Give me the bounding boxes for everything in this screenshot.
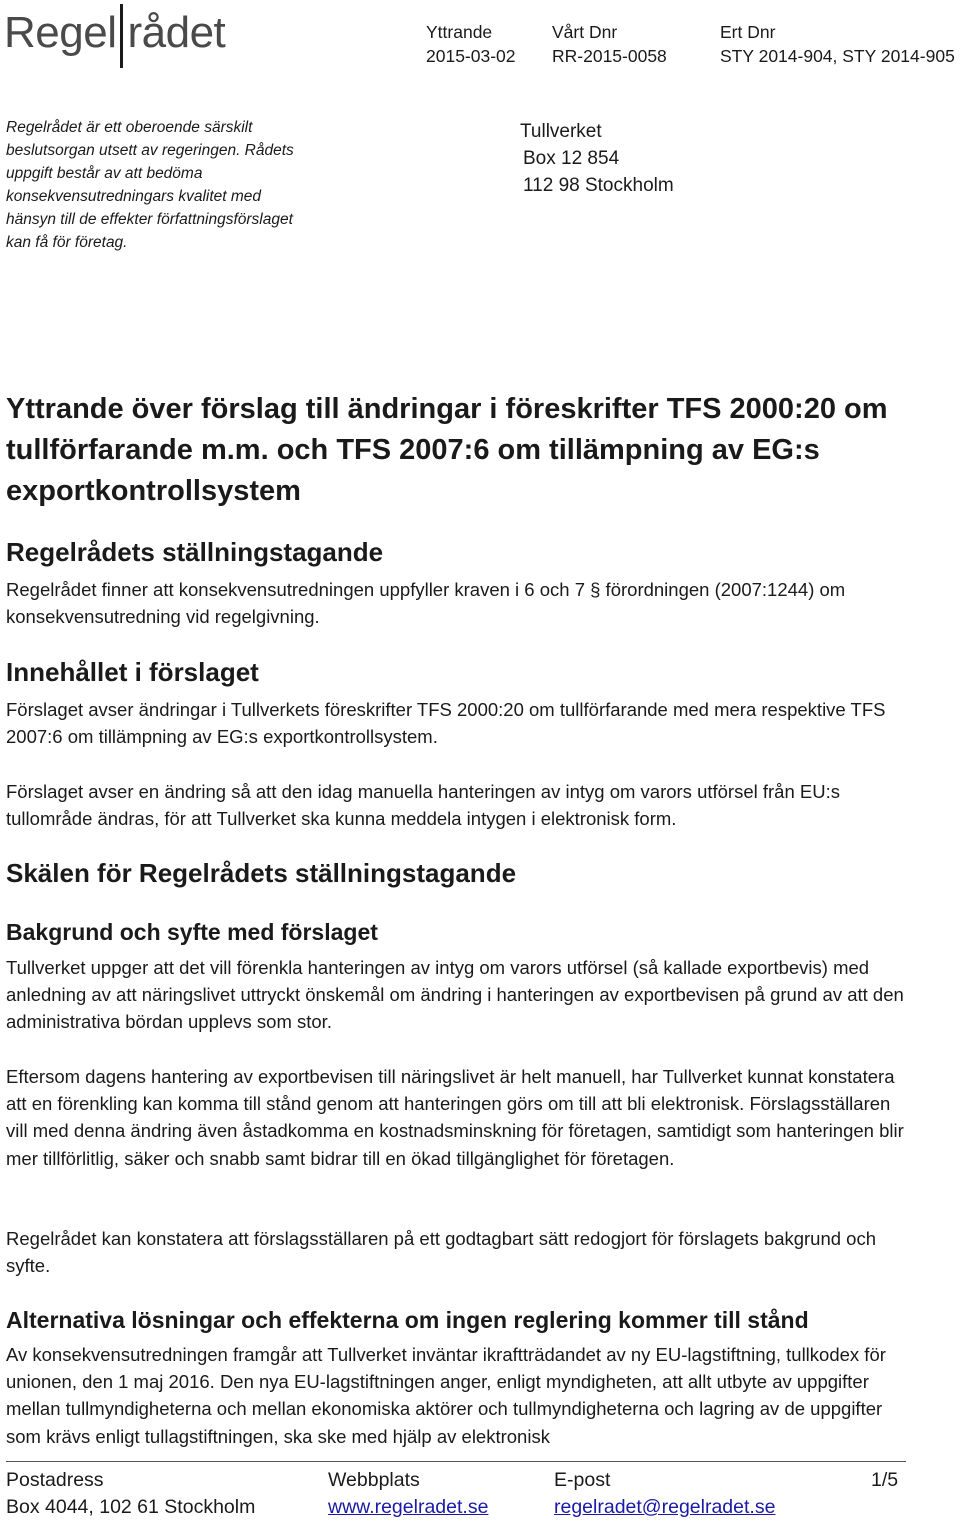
- heading-innehallet: Innehållet i förslaget: [6, 657, 259, 687]
- meta-ert-dnr: [720, 20, 955, 68]
- document-title: Yttrande över förslag till ändringar i föreskrifter TFS 2000:20 om tullförfarande m.m. och TFS 2007:6 om tillämpning av EG:s exportkontrollsystem: [6, 393, 888, 507]
- heading-skalen: Skälen för Regelrådets ställningstagande: [6, 858, 517, 888]
- heading-bakgrund: Bakgrund och syfte med förslaget: [6, 919, 378, 945]
- recipient-address: [520, 118, 674, 199]
- footer-postadress-value: Box 4044, 102 61 Stockholm: [6, 1496, 256, 1518]
- footer-postadress-label: Postadress: [6, 1469, 104, 1491]
- meta-yttrande-date: 2015-03-02: [426, 46, 516, 66]
- footer-epost: [554, 1467, 775, 1521]
- logo-separator: [120, 4, 123, 68]
- recipient-box: Box 12 854: [523, 148, 620, 169]
- footer-email-label: E-post: [554, 1469, 611, 1491]
- logo-text-left: Regel: [4, 8, 117, 57]
- paragraph-innehallet-1: Förslaget avser ändringar i Tullverkets föreskrifter TFS 2000:20 om tullförfarande med mera respektive TFS 2007:6 om tillämpning av EG:s exportkontrollsystem.: [6, 699, 886, 748]
- footer-divider: [6, 1461, 906, 1462]
- footer-postadress: [6, 1467, 255, 1521]
- meta-yttrande: [426, 20, 516, 68]
- footer-web-label: Webbplats: [328, 1469, 420, 1491]
- logo-text-right: rådet: [127, 8, 226, 57]
- meta-yttrande-label: Yttrande: [426, 22, 493, 42]
- regelradet-logo: [4, 4, 225, 68]
- page-number: 1/5: [871, 1469, 899, 1491]
- recipient-name: Tullverket: [520, 121, 602, 142]
- meta-vart-dnr: [552, 20, 667, 68]
- footer-webbplats: [328, 1467, 488, 1521]
- meta-ert-dnr-value: STY 2014-904, STY 2014-905: [720, 46, 955, 66]
- heading-stallningstagande: Regelrådets ställningstagande: [6, 537, 384, 567]
- footer-web-link[interactable]: www.regelradet.se: [328, 1496, 489, 1518]
- intro-text: Regelrådet är ett oberoende särskilt beslutsorgan utsett av regeringen. Rådets uppgift består av att bedöma konsekvensutredningars kvalitet med hänsyn till de effekter författningsförslaget kan få för företag.: [6, 119, 294, 251]
- heading-alternativa: Alternativa lösningar och effekterna om ingen reglering kommer till stånd: [6, 1307, 809, 1333]
- footer-email-link[interactable]: regelradet@regelradet.se: [554, 1496, 776, 1518]
- paragraph-bakgrund-1: Tullverket uppger att det vill förenkla hanteringen av intyg om varors utförsel (så kallade exportbevis) med anledning av att näringslivet uttryckt önskemål om ändring i hanteringen av exportbevisen på grund av att den administrativa bördan upplevs som stor.: [6, 957, 904, 1033]
- paragraph-alternativa-1: Av konsekvensutredningen framgår att Tullverket inväntar ikraftträdandet av ny EU-lagstiftning, tullkodex för unionen, den 1 maj 2016. Den nya EU-lagstiftningen anger, enligt myndigheten, att allt utbyte av uppgifter mellan tullmyndigheterna och mellan ekonomiska aktörer och tullmyndigheterna och lagring av de uppgifter som krävs enligt tullagstiftningen, ska ske med hjälp av elektronisk: [6, 1344, 886, 1447]
- paragraph-stallningstagande: Regelrådet finner att konsekvensutredningen uppfyller kraven i 6 och 7 § förordningen (2007:1244) om konsekvensutredning vid regelgivning.: [6, 579, 846, 628]
- paragraph-bakgrund-2: Eftersom dagens hantering av exportbevisen till näringslivet är helt manuell, har Tullverket kunnat konstatera att en förenkling kan komma till stånd genom att hanteringen görs om till att bli elektronisk. Förslagsställaren vill med denna ändring även åstadkomma en kostnadsminskning för företagen, samtidigt som hanteringen blir mer tillförlitlig, säker och snabb samt bidrar till en ökad tillgänglighet för företagen.: [6, 1066, 904, 1169]
- meta-vart-dnr-label: Vårt Dnr: [552, 22, 618, 42]
- paragraph-innehallet-2: Förslaget avser en ändring så att den idag manuella hanteringen av intyg om varors utförsel från EU:s tullområde ändras, för att Tullverket ska kunna meddela intygen i elektronisk form.: [6, 781, 840, 830]
- recipient-city: 112 98 Stockholm: [523, 175, 674, 196]
- meta-ert-dnr-label: Ert Dnr: [720, 22, 776, 42]
- meta-vart-dnr-value: RR-2015-0058: [552, 46, 667, 66]
- paragraph-bakgrund-3: Regelrådet kan konstatera att förslagsställaren på ett godtagbart sätt redogjort för förslagets bakgrund och syfte.: [6, 1228, 877, 1277]
